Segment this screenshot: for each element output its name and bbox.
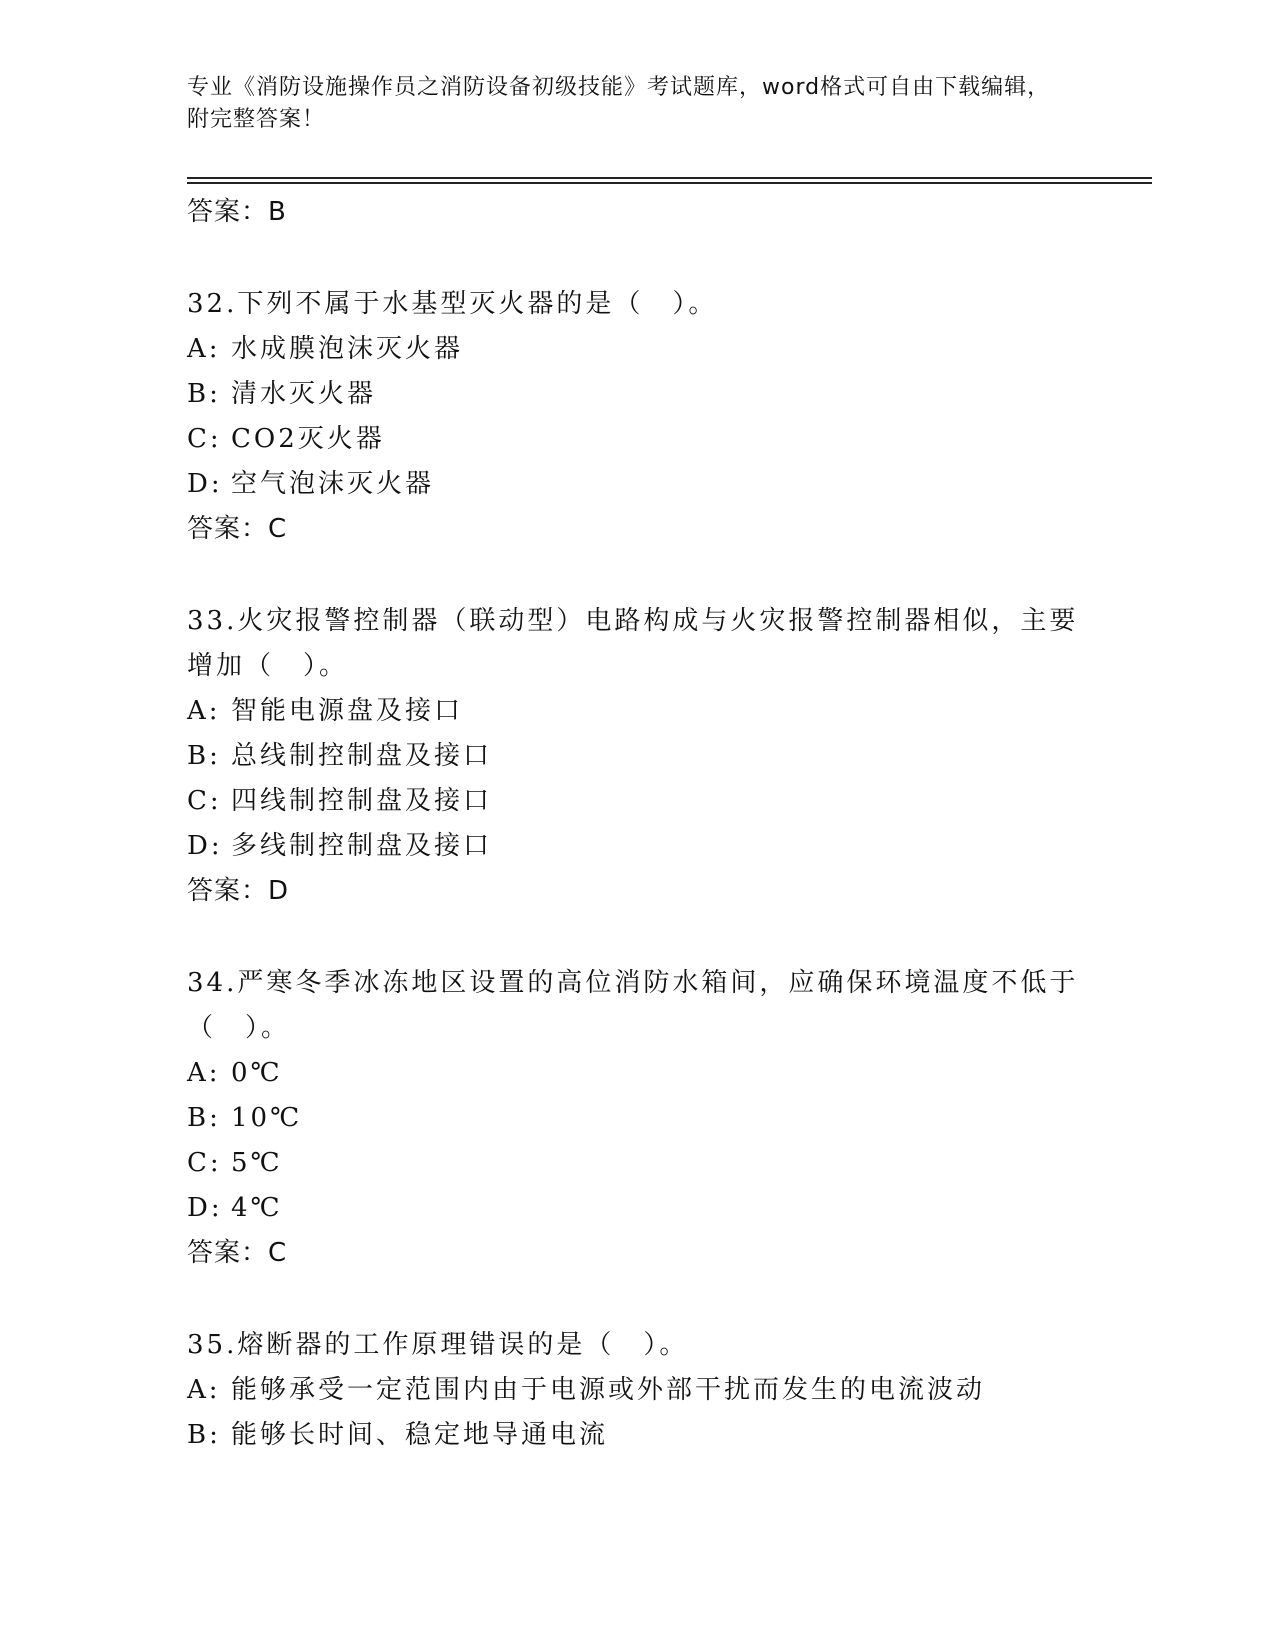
question-stem: 33.火灾报警控制器（联动型）电路构成与火灾报警控制器相似，主要增加（ ）。 bbox=[187, 606, 1079, 681]
question-list bbox=[187, 190, 1087, 1458]
option-text: 清水灭火器 bbox=[231, 379, 377, 409]
question-34 bbox=[187, 961, 1087, 1276]
spacer bbox=[187, 1276, 1087, 1323]
option-text: 能够长时间、稳定地导通电流 bbox=[231, 1420, 609, 1450]
question-stem: 35.熔断器的工作原理错误的是（ ）。 bbox=[187, 1330, 689, 1360]
option-d bbox=[187, 824, 1087, 869]
header-rule-top bbox=[187, 177, 1152, 179]
option-key: B: bbox=[187, 1420, 221, 1450]
option-key: C: bbox=[187, 786, 222, 816]
option-text: CO2灭火器 bbox=[231, 424, 385, 454]
option-text: 多线制控制盘及接口 bbox=[231, 831, 493, 861]
question-stem: 32.下列不属于水基型灭火器的是（ ）。 bbox=[187, 289, 718, 319]
option-text: 总线制控制盘及接口 bbox=[231, 741, 493, 771]
option-text: 4℃ bbox=[231, 1193, 283, 1223]
option-key: A: bbox=[187, 334, 221, 364]
question-stem: 34.严寒冬季冰冻地区设置的高位消防水箱间，应确保环境温度不低于（ ）。 bbox=[187, 968, 1079, 1043]
answer-line: 答案：D bbox=[187, 876, 290, 906]
answer-line: 答案：C bbox=[187, 1238, 288, 1268]
option-a bbox=[187, 1368, 1087, 1413]
option-c bbox=[187, 779, 1087, 824]
spacer bbox=[187, 235, 1087, 282]
option-key: D: bbox=[187, 1193, 223, 1223]
option-text: 能够承受一定范围内由于电源或外部干扰而发生的电流波动 bbox=[231, 1375, 986, 1405]
option-key: D: bbox=[187, 469, 223, 499]
option-b bbox=[187, 1413, 1087, 1458]
answer-line: 答案：B bbox=[187, 197, 287, 227]
question-32 bbox=[187, 282, 1087, 552]
option-key: B: bbox=[187, 741, 221, 771]
header-rule-bottom bbox=[187, 182, 1152, 184]
option-key: C: bbox=[187, 1148, 222, 1178]
option-key: B: bbox=[187, 379, 221, 409]
option-b bbox=[187, 1096, 1087, 1141]
option-text: 水成膜泡沫灭火器 bbox=[231, 334, 464, 364]
option-text: 四线制控制盘及接口 bbox=[231, 786, 493, 816]
option-key: B: bbox=[187, 1103, 221, 1133]
option-key: C: bbox=[187, 424, 222, 454]
option-text: 5℃ bbox=[231, 1148, 283, 1178]
question-35 bbox=[187, 1323, 1087, 1458]
option-b bbox=[187, 734, 1087, 779]
option-d bbox=[187, 1186, 1087, 1231]
option-c bbox=[187, 1141, 1087, 1186]
option-a bbox=[187, 327, 1087, 372]
option-a bbox=[187, 1051, 1087, 1096]
option-key: A: bbox=[187, 1058, 221, 1088]
answer-line: 答案：C bbox=[187, 514, 288, 544]
option-key: A: bbox=[187, 1375, 221, 1405]
option-d bbox=[187, 462, 1087, 507]
spacer bbox=[187, 552, 1087, 599]
spacer bbox=[187, 914, 1087, 961]
option-text: 空气泡沫灭火器 bbox=[231, 469, 435, 499]
option-text: 10℃ bbox=[231, 1103, 303, 1133]
option-key: A: bbox=[187, 696, 221, 726]
question-33 bbox=[187, 599, 1087, 914]
option-c bbox=[187, 417, 1087, 462]
option-text: 智能电源盘及接口 bbox=[231, 696, 464, 726]
header-note: 专业《消防设施操作员之消防设备初级技能》考试题库，word格式可自由下载编辑，附完整答案！ bbox=[187, 75, 1051, 132]
option-b bbox=[187, 372, 1087, 417]
option-a bbox=[187, 689, 1087, 734]
option-key: D: bbox=[187, 831, 223, 861]
option-text: 0℃ bbox=[231, 1058, 283, 1088]
